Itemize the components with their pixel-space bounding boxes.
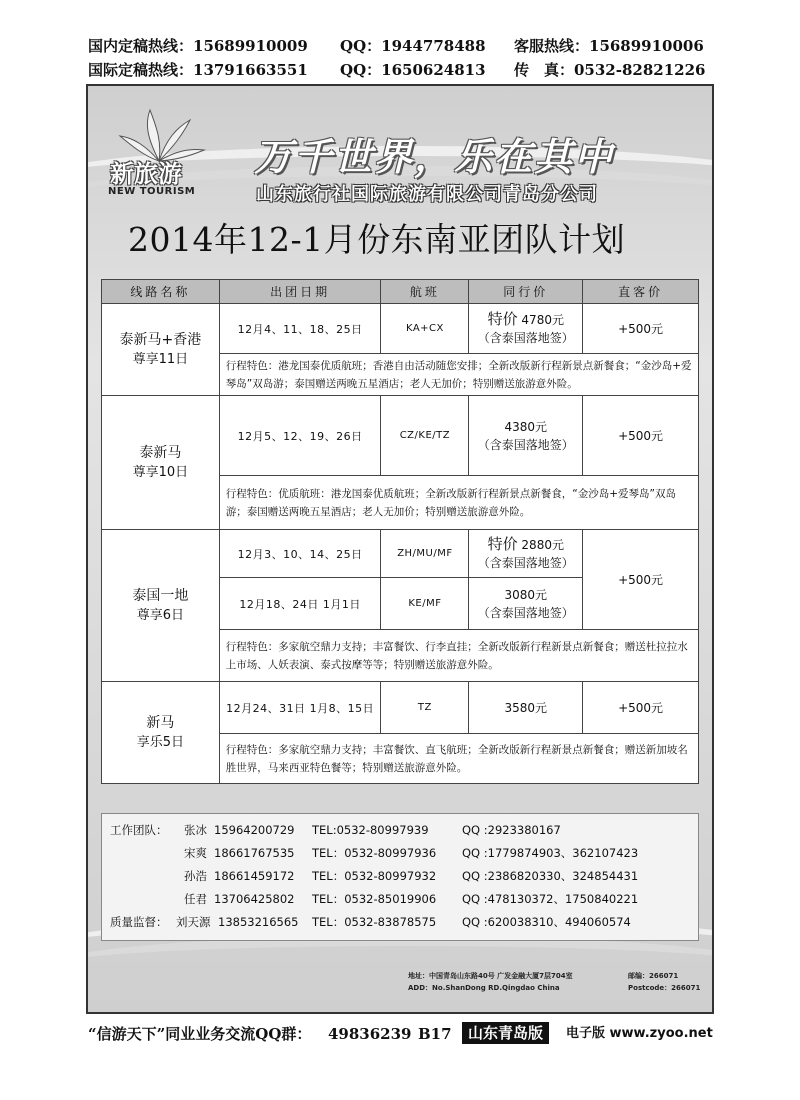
price-value: 4780元 xyxy=(521,313,564,327)
domestic-hotline: 国内定稿热线：15689910009 xyxy=(88,37,308,55)
direct-price: +500元 xyxy=(583,304,699,354)
route-title: 泰新马+香港 xyxy=(119,331,202,348)
plan-title: 2014年12-1月份东南亚团队计划 xyxy=(128,220,626,259)
direct-price: +500元 xyxy=(583,530,699,630)
contact-tel: TEL：0532-83878575 xyxy=(312,915,437,929)
departure-dates: 12月3、10、14、25日 xyxy=(219,530,381,578)
contact-row xyxy=(102,843,698,863)
header-flight: 航班 xyxy=(381,280,469,304)
contact-row xyxy=(102,866,698,886)
contact-team xyxy=(101,813,699,941)
direct-price: +500元 xyxy=(583,396,699,476)
hotline-row-1 xyxy=(88,34,718,58)
contact-name: 张冰 xyxy=(184,823,207,837)
tour-schedule-table xyxy=(101,279,699,784)
logo-english-text: NEW TOURISM xyxy=(108,186,196,197)
contact-mobile: 13706425802 xyxy=(214,892,295,906)
contact-qq: QQ :620038310、494060574 xyxy=(462,915,631,929)
logo-chinese-text: 新旅游 xyxy=(110,160,182,188)
slogan: 万千世界，乐在其中 xyxy=(254,135,615,179)
contact-name: 宋爽 xyxy=(184,846,207,860)
website-link[interactable]: 电子版 www.zyoo.net xyxy=(566,1026,713,1041)
flight-code: KA+CX xyxy=(381,304,469,354)
office-address xyxy=(408,970,701,994)
hotline-row-2 xyxy=(88,58,718,82)
qq-group-number: 49836239 xyxy=(328,1025,412,1043)
supervisor-label: 质量监督： xyxy=(110,915,168,929)
agent-price xyxy=(469,396,583,476)
postcode-cn: 邮编：266071 xyxy=(628,972,679,980)
route-title: 泰新马 xyxy=(139,444,182,461)
contact-mobile: 13853216565 xyxy=(218,915,299,929)
price-note: （含泰国落地签） xyxy=(477,331,574,345)
price-value: 2880元 xyxy=(521,538,564,552)
agent-price: 3580元 xyxy=(469,682,583,734)
postcode-en: Postcode：266071 xyxy=(628,984,701,992)
decor-band xyxy=(86,936,714,996)
special-price-label: 特价 xyxy=(487,535,518,553)
contact-row xyxy=(102,912,698,932)
contact-qq: QQ :2386820330、324854431 xyxy=(462,869,639,883)
contact-tel: TEL：0532-80997932 xyxy=(312,869,437,883)
contact-mobile: 15964200729 xyxy=(214,823,295,837)
departure-dates: 12月4、11、18、25日 xyxy=(219,304,381,354)
advertisement-frame xyxy=(86,84,714,1014)
contact-qq: QQ :1779874903、362107423 xyxy=(462,846,639,860)
header-agent-price: 同行价 xyxy=(469,280,583,304)
brand-logo xyxy=(104,106,214,206)
contact-name: 孙浩 xyxy=(184,869,207,883)
route-title: 新马 xyxy=(146,714,175,731)
route-duration: 享乐5日 xyxy=(136,734,185,750)
table-row xyxy=(102,682,699,734)
team-label: 工作团队： xyxy=(110,823,168,837)
flight-code: TZ xyxy=(381,682,469,734)
address-en: ADD：No.ShanDong RD.Qingdao China xyxy=(408,984,560,992)
header-route: 线路名称 xyxy=(102,280,220,304)
route-features: 行程特色：多家航空鼎力支持；丰富餐饮、行李直挂；全新改版新行程新景点新餐食；赠送杜拉拉水上市场、人妖表演、泰式按摩等等；特别赠送旅游意外险。 xyxy=(219,630,698,682)
departure-dates: 12月24、31日 1月8、15日 xyxy=(219,682,381,734)
agent-price xyxy=(469,530,583,578)
qq-group-label: “信游天下”同业业务交流QQ群： xyxy=(88,1025,312,1043)
international-qq: QQ：1650624813 xyxy=(340,61,486,79)
route-duration: 尊享11日 xyxy=(132,351,189,367)
header-date: 出团日期 xyxy=(219,280,381,304)
contact-row xyxy=(102,820,698,840)
contact-name: 刘天源 xyxy=(176,915,211,929)
route-duration: 尊享6日 xyxy=(136,607,185,623)
contact-mobile: 18661767535 xyxy=(214,846,295,860)
route-features: 行程特色：优质航班：港龙国泰优质航班；全新改版新行程新景点新餐食，“金沙岛+爱琴岛”双岛游；泰国赠送两晚五星酒店；老人无加价；特别赠送旅游意外险。 xyxy=(219,476,698,530)
flight-code: CZ/KE/TZ xyxy=(381,396,469,476)
price-value: 3080元 xyxy=(504,587,548,602)
table-row xyxy=(102,396,699,476)
page-footer xyxy=(88,1022,718,1046)
contact-qq: QQ :478130372、1750840221 xyxy=(462,892,639,906)
agent-price xyxy=(469,304,583,354)
domestic-qq: QQ：1944778488 xyxy=(340,37,486,55)
flight-code: ZH/MU/MF xyxy=(381,530,469,578)
header-direct-price: 直客价 xyxy=(583,280,699,304)
route-name xyxy=(102,304,220,396)
route-name xyxy=(102,682,220,784)
contact-tel: TEL：0532-85019906 xyxy=(312,892,437,906)
flight-code: KE/MF xyxy=(381,578,469,630)
contact-qq: QQ :2923380167 xyxy=(462,823,561,837)
edition-badge: 山东青岛版 xyxy=(462,1022,549,1044)
route-features: 行程特色：港龙国泰优质航班；香港自由活动随您安排；全新改版新行程新景点新餐食；“金沙岛+爱琴岛”双岛游；泰国赠送两晚五星酒店；老人无加价；特别赠送旅游意外险。 xyxy=(219,354,698,396)
table-row xyxy=(102,304,699,354)
special-price-label: 特价 xyxy=(487,310,518,328)
table-row xyxy=(102,530,699,578)
route-name xyxy=(102,396,220,530)
departure-dates: 12月5、12、19、26日 xyxy=(219,396,381,476)
address-cn: 地址：中国青岛山东路40号 广发金融大厦7层704室 xyxy=(408,972,573,980)
table-header-row xyxy=(102,280,699,304)
price-note: （含泰国落地签） xyxy=(477,437,574,452)
international-hotline: 国际定稿热线：13791663551 xyxy=(88,61,308,79)
route-title: 泰国一地 xyxy=(132,587,189,604)
hotline-header xyxy=(88,34,718,82)
contact-tel: TEL:0532-80997939 xyxy=(312,823,429,837)
company-name: 山东旅行社国际旅游有限公司青岛分公司 xyxy=(256,184,598,205)
price-note: （含泰国落地签） xyxy=(477,556,574,570)
contact-row xyxy=(102,889,698,909)
price-note: （含泰国落地签） xyxy=(477,605,574,620)
price-value: 4380元 xyxy=(504,419,548,434)
contact-mobile: 18661459172 xyxy=(214,869,295,883)
fax: 传 真：0532-82821226 xyxy=(514,61,706,79)
agent-price xyxy=(469,578,583,630)
contact-name: 任君 xyxy=(184,892,207,906)
contact-tel: TEL：0532-80997936 xyxy=(312,846,437,860)
page-number: B17 xyxy=(418,1025,452,1043)
route-name xyxy=(102,530,220,682)
route-duration: 尊享10日 xyxy=(132,464,189,480)
direct-price: +500元 xyxy=(583,682,699,734)
departure-dates: 12月18、24日 1月1日 xyxy=(219,578,381,630)
route-features: 行程特色：多家航空鼎力支持；丰富餐饮、直飞航班；全新改版新行程新景点新餐食；赠送新加坡名胜世界，马来西亚特色餐等；特别赠送旅游意外险。 xyxy=(219,734,698,784)
service-hotline: 客服热线：15689910006 xyxy=(514,37,704,55)
